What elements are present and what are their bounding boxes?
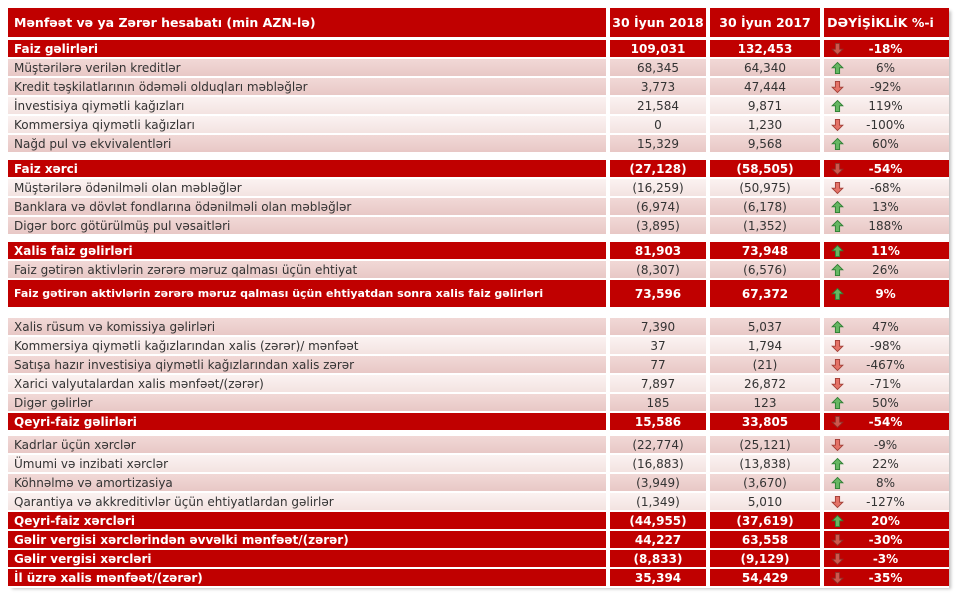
arrow-up-icon — [831, 476, 844, 489]
arrow-down-icon — [831, 533, 844, 546]
change-cell — [820, 375, 937, 392]
table-row — [8, 436, 949, 455]
value-2017: 1,230 — [706, 116, 820, 133]
change-cell — [820, 198, 937, 215]
row-label: Banklara və dövlət fondlarına ödənilməli olan məbləğlər — [14, 199, 352, 214]
row-label: Gəlir vergisi xərcləri — [14, 551, 152, 566]
arrow-up-icon — [831, 137, 844, 150]
spacer-row — [8, 309, 949, 318]
row-label: Müştərilərə verilən kreditlər — [14, 60, 181, 75]
change-percent: -68% — [869, 180, 901, 195]
arrow-down-icon — [831, 80, 844, 93]
value-2018: (1,349) — [606, 493, 706, 510]
value-2018: (6,974) — [606, 198, 706, 215]
change-cell — [820, 135, 937, 152]
value-2018: 35,394 — [606, 569, 706, 586]
value-2017: (6,576) — [706, 261, 820, 278]
change-percent: -35% — [868, 570, 903, 585]
section-total-row — [8, 569, 949, 588]
change-percent: -3% — [872, 551, 899, 566]
change-cell — [820, 160, 937, 177]
row-label: Kommersiya qiymətli kağızları — [14, 117, 195, 132]
value-2017: 67,372 — [706, 280, 820, 307]
value-2018: 44,227 — [606, 531, 706, 548]
table-header-row — [8, 8, 949, 40]
table-row — [8, 356, 949, 375]
table-row — [8, 78, 949, 97]
arrow-up-icon — [831, 99, 844, 112]
change-percent: 26% — [872, 262, 899, 277]
section-total-row — [8, 550, 949, 569]
arrow-up-icon — [831, 61, 844, 74]
row-label: Digər borc götürülmüş pul vəsaitləri — [14, 218, 231, 233]
change-cell — [820, 436, 937, 453]
value-2017: 5,010 — [706, 493, 820, 510]
arrow-down-icon — [831, 358, 844, 371]
arrow-down-icon — [831, 438, 844, 451]
change-percent: 22% — [872, 456, 899, 471]
change-cell — [820, 97, 937, 114]
section-total-row — [8, 40, 949, 59]
table-row — [8, 493, 949, 512]
value-2018: 7,390 — [606, 318, 706, 335]
value-2018: (22,774) — [606, 436, 706, 453]
change-cell — [820, 569, 937, 586]
change-percent: -9% — [873, 437, 898, 452]
row-label: Xalis rüsum və komissiya gəlirləri — [14, 319, 216, 334]
value-2018: (8,833) — [606, 550, 706, 567]
table-row — [8, 59, 949, 78]
change-percent: 188% — [868, 218, 903, 233]
value-2017: 63,558 — [706, 531, 820, 548]
change-cell — [820, 78, 937, 95]
row-label: Nağd pul və ekvivalentləri — [14, 136, 172, 151]
value-2017: (1,352) — [706, 217, 820, 234]
change-cell — [820, 116, 937, 133]
value-2017: (50,975) — [706, 179, 820, 196]
table-row — [8, 261, 949, 280]
row-label: Müştərilərə ödənilməli olan məbləğlər — [14, 180, 242, 195]
arrow-up-icon — [831, 219, 844, 232]
change-cell — [820, 179, 937, 196]
value-2017: 64,340 — [706, 59, 820, 76]
section-total-row — [8, 160, 949, 179]
change-percent: -54% — [868, 414, 903, 429]
column-header-2018: 30 İyun 2018 — [606, 8, 706, 37]
row-label: Faiz gəlirləri — [14, 41, 99, 56]
value-2017: 5,037 — [706, 318, 820, 335]
change-cell — [820, 318, 937, 335]
change-cell — [820, 550, 937, 567]
row-label: Faiz gətirən aktivlərin zərərə məruz qalması üçün ehtiyatdan sonra xalis faiz gəlirləri — [14, 287, 544, 300]
change-cell — [820, 261, 937, 278]
change-percent: -467% — [866, 357, 905, 372]
value-2017: 33,805 — [706, 413, 820, 430]
value-2018: (3,895) — [606, 217, 706, 234]
change-cell — [820, 455, 937, 472]
row-label: İnvestisiya qiymətli kağızları — [14, 98, 185, 113]
table-row — [8, 375, 949, 394]
profit-loss-table — [8, 8, 949, 588]
section-total-row — [8, 280, 949, 309]
change-cell — [820, 242, 937, 259]
value-2017: 123 — [706, 394, 820, 411]
row-label: Köhnəlmə və amortizasiya — [14, 475, 173, 490]
change-percent: -54% — [868, 161, 903, 176]
value-2018: 73,596 — [606, 280, 706, 307]
arrow-down-icon — [831, 571, 844, 584]
column-header-change: DƏYİŞİKLİK %-i — [820, 8, 937, 37]
change-percent: -71% — [869, 376, 901, 391]
change-percent: 60% — [872, 136, 899, 151]
value-2018: 21,584 — [606, 97, 706, 114]
change-percent: 20% — [871, 513, 900, 528]
arrow-up-icon — [831, 244, 844, 257]
table-row — [8, 394, 949, 413]
value-2017: (13,838) — [706, 455, 820, 472]
row-label: Kadrlar üçün xərclər — [14, 437, 136, 452]
row-label: Faiz gətirən aktivlərin zərərə məruz qalması üçün ehtiyat — [14, 262, 358, 277]
value-2017: 1,794 — [706, 337, 820, 354]
value-2017: (58,505) — [706, 160, 820, 177]
change-percent: -30% — [868, 532, 903, 547]
value-2018: 3,773 — [606, 78, 706, 95]
value-2018: (8,307) — [606, 261, 706, 278]
change-percent: -98% — [869, 338, 901, 353]
arrow-up-icon — [831, 200, 844, 213]
value-2017: (9,129) — [706, 550, 820, 567]
change-cell — [820, 474, 937, 491]
change-percent: -92% — [869, 79, 901, 94]
arrow-down-icon — [831, 118, 844, 131]
table-row — [8, 135, 949, 154]
value-2018: 15,586 — [606, 413, 706, 430]
value-2018: 37 — [606, 337, 706, 354]
change-cell — [820, 493, 937, 510]
arrow-up-icon — [831, 263, 844, 276]
change-cell — [820, 337, 937, 354]
section-total-row — [8, 242, 949, 261]
row-label: İl üzrə xalis mənfəət/(zərər) — [14, 570, 203, 585]
column-header-2017: 30 İyun 2017 — [706, 8, 820, 37]
table-title: Mənfəət və ya Zərər hesabatı (min AZN-lə) — [14, 15, 316, 30]
table-row — [8, 455, 949, 474]
arrow-down-icon — [831, 552, 844, 565]
value-2017: (3,670) — [706, 474, 820, 491]
arrow-up-icon — [831, 320, 844, 333]
value-2017: (6,178) — [706, 198, 820, 215]
table-row — [8, 318, 949, 337]
value-2018: (16,259) — [606, 179, 706, 196]
change-percent: 50% — [872, 395, 899, 410]
arrow-down-icon — [831, 42, 844, 55]
value-2017: (37,619) — [706, 512, 820, 529]
row-label: Kredit təşkilatlarının ödəməli olduqları məbləğlər — [14, 79, 308, 94]
row-label: Qeyri-faiz xərcləri — [14, 513, 135, 528]
row-label: Qeyri-faiz gəlirləri — [14, 414, 137, 429]
row-label: Digər gəlirlər — [14, 395, 93, 410]
value-2018: 15,329 — [606, 135, 706, 152]
table-row — [8, 474, 949, 493]
change-cell — [820, 40, 937, 57]
section-total-row — [8, 531, 949, 550]
section-total-row — [8, 512, 949, 531]
change-percent: 8% — [875, 475, 896, 490]
arrow-down-icon — [831, 339, 844, 352]
change-cell — [820, 512, 937, 529]
value-2018: 68,345 — [606, 59, 706, 76]
value-2018: 109,031 — [606, 40, 706, 57]
change-cell — [820, 280, 937, 307]
value-2018: (16,883) — [606, 455, 706, 472]
change-cell — [820, 394, 937, 411]
change-percent: -100% — [866, 117, 905, 132]
table-row — [8, 217, 949, 236]
table-row — [8, 97, 949, 116]
arrow-up-icon — [831, 457, 844, 470]
value-2018: 185 — [606, 394, 706, 411]
row-label: Faiz xərci — [14, 161, 78, 176]
arrow-down-icon — [831, 162, 844, 175]
value-2018: 77 — [606, 356, 706, 373]
arrow-down-icon — [831, 415, 844, 428]
arrow-down-icon — [831, 495, 844, 508]
value-2017: (21) — [706, 356, 820, 373]
row-label: Xalis faiz gəlirləri — [14, 243, 133, 258]
arrow-up-icon — [831, 514, 844, 527]
arrow-down-icon — [831, 181, 844, 194]
value-2017: 54,429 — [706, 569, 820, 586]
row-label: Qarantiya və akkreditivlər üçün ehtiyatlardan gəlirlər — [14, 494, 334, 509]
value-2017: 9,568 — [706, 135, 820, 152]
value-2018: (44,955) — [606, 512, 706, 529]
table-row — [8, 179, 949, 198]
section-total-row — [8, 413, 949, 432]
change-percent: 13% — [872, 199, 899, 214]
value-2018: 81,903 — [606, 242, 706, 259]
change-cell — [820, 531, 937, 548]
table-body — [8, 40, 949, 588]
table-row — [8, 337, 949, 356]
value-2018: (27,128) — [606, 160, 706, 177]
change-cell — [820, 356, 937, 373]
value-2017: 9,871 — [706, 97, 820, 114]
row-label: Ümumi və inzibati xərclər — [14, 456, 169, 471]
arrow-up-icon — [831, 287, 844, 300]
arrow-down-icon — [831, 377, 844, 390]
change-cell — [820, 217, 937, 234]
value-2017: 26,872 — [706, 375, 820, 392]
value-2017: (25,121) — [706, 436, 820, 453]
change-percent: 47% — [872, 319, 899, 334]
value-2018: 7,897 — [606, 375, 706, 392]
change-percent: -18% — [868, 41, 903, 56]
change-cell — [820, 59, 937, 76]
arrow-up-icon — [831, 396, 844, 409]
table-row — [8, 198, 949, 217]
row-label: Gəlir vergisi xərclərindən əvvəlki mənfəət/(zərər) — [14, 532, 349, 547]
change-cell — [820, 413, 937, 430]
value-2018: 0 — [606, 116, 706, 133]
change-percent: -127% — [866, 494, 905, 509]
value-2017: 47,444 — [706, 78, 820, 95]
change-percent: 9% — [875, 286, 896, 301]
change-percent: 11% — [871, 243, 900, 258]
table-row — [8, 116, 949, 135]
change-percent: 119% — [868, 98, 903, 113]
change-percent: 6% — [875, 60, 896, 75]
value-2018: (3,949) — [606, 474, 706, 491]
row-label: Xarici valyutalardan xalis mənfəət/(zərər) — [14, 376, 264, 391]
value-2017: 132,453 — [706, 40, 820, 57]
row-label: Satışa hazır investisiya qiymətli kağızlarından xalis zərər — [14, 357, 355, 372]
row-label: Kommersiya qiymətli kağızlarından xalis (zərər)/ mənfəət — [14, 338, 359, 353]
value-2017: 73,948 — [706, 242, 820, 259]
